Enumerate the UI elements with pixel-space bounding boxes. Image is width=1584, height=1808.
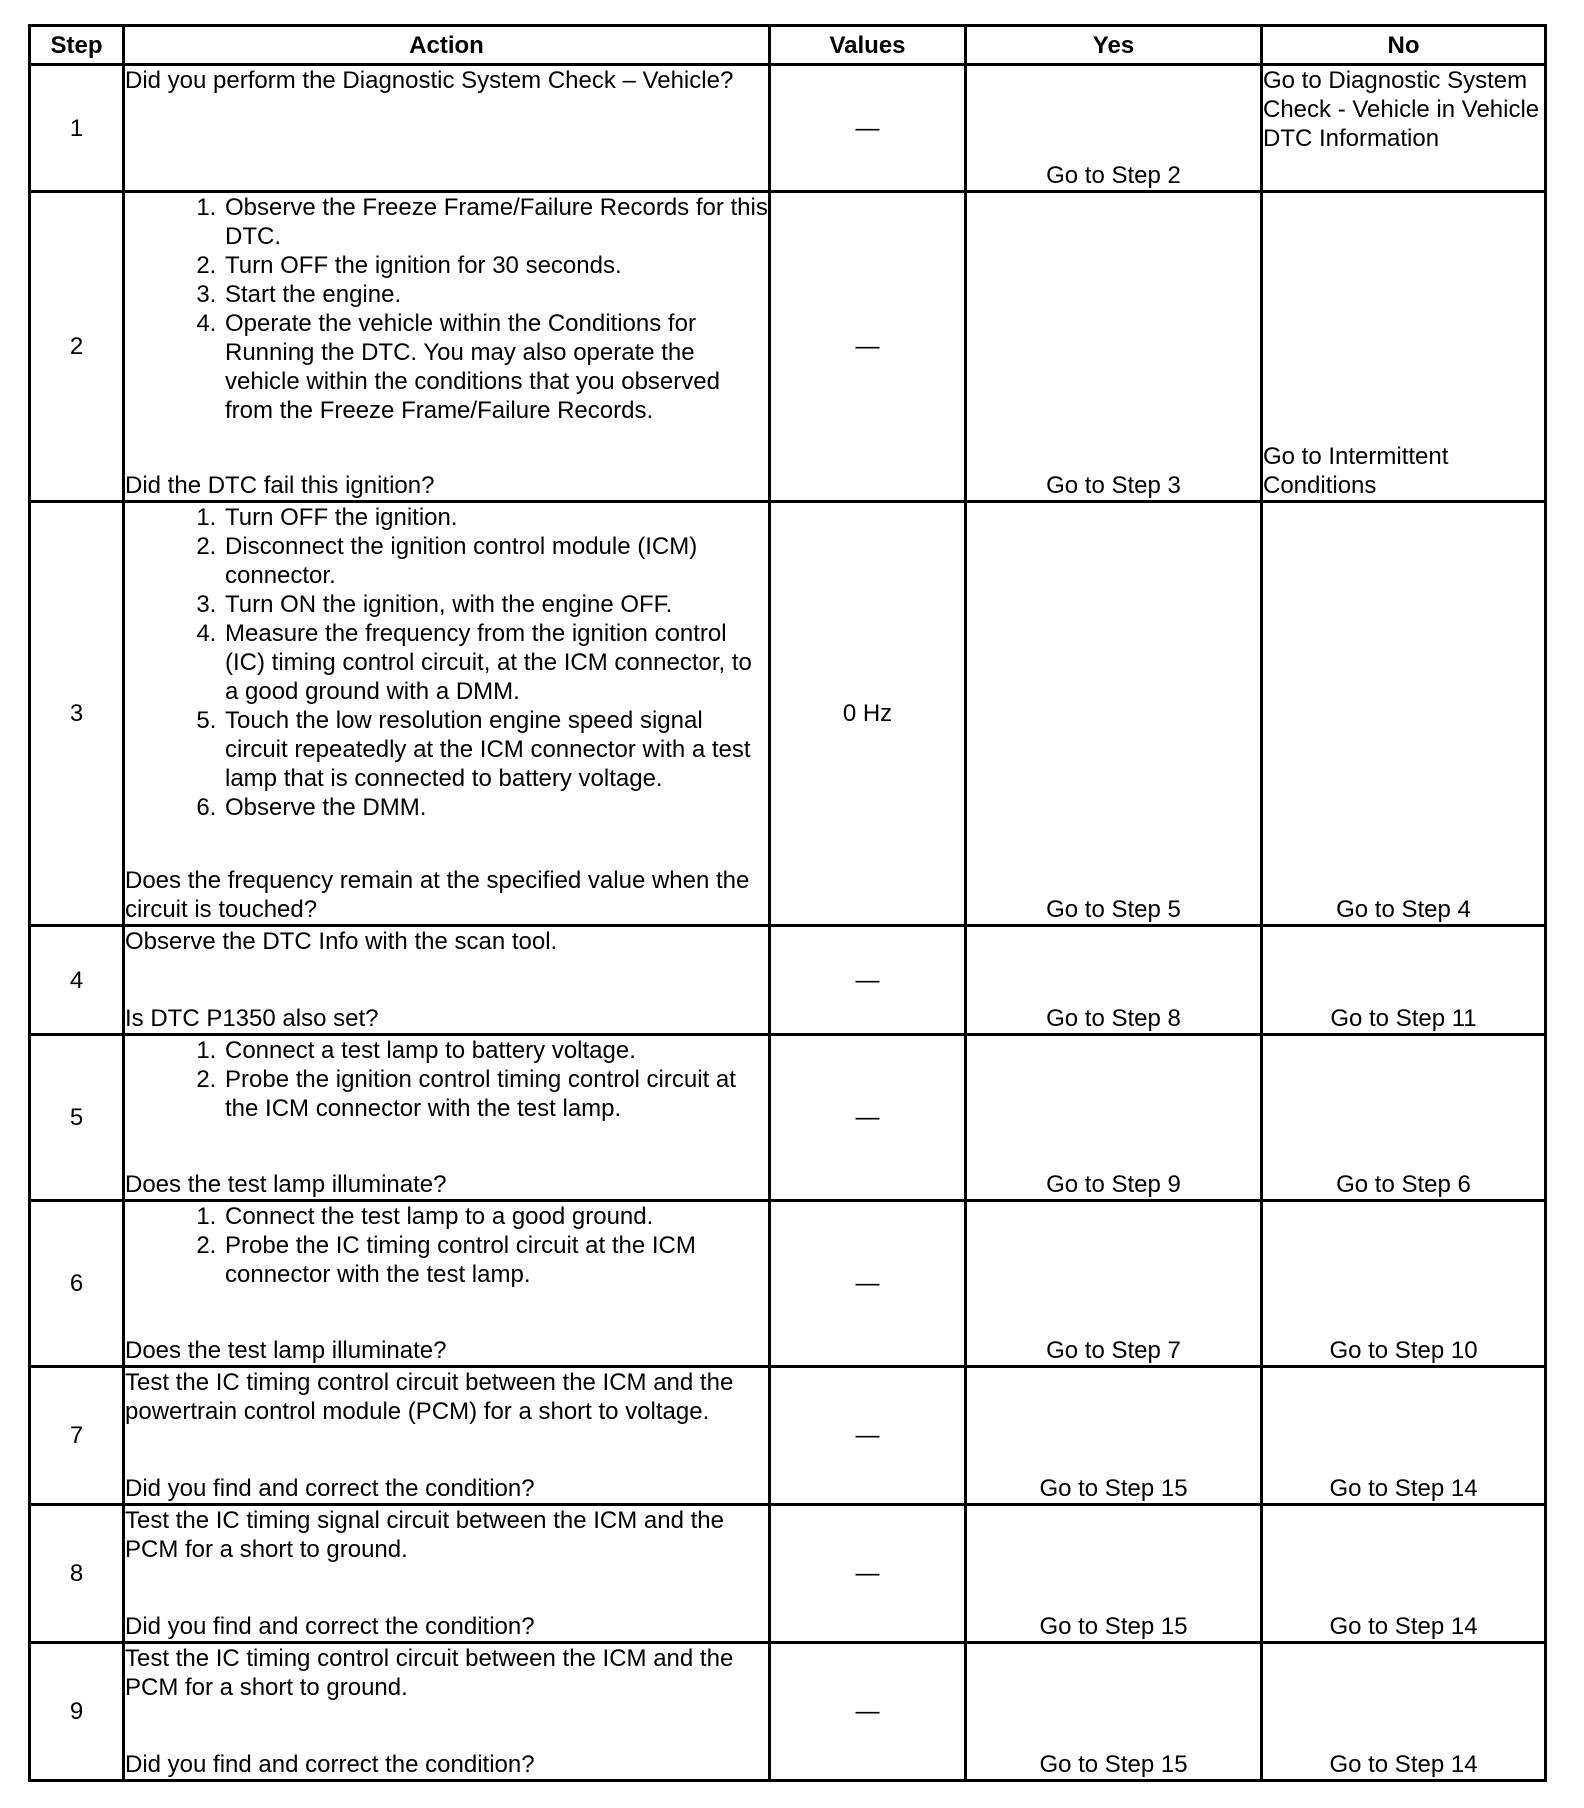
values-cell: —: [770, 1367, 966, 1505]
action-question: Did you find and correct the condition?: [125, 1751, 535, 1778]
action-step-item: 2. Turn OFF the ignition for 30 seconds.: [223, 251, 768, 280]
action-intro: Test the IC timing control circuit between the ICM and the powertrain control module (PCM) for a short to voltage.: [125, 1369, 734, 1425]
step-number: 9: [30, 1643, 124, 1781]
action-steps-list: [125, 503, 768, 822]
action-question: Did the DTC fail this ignition?: [125, 472, 435, 499]
values-cell: —: [770, 65, 966, 192]
action-step-item: 3. Turn ON the ignition, with the engine OFF.: [223, 590, 768, 619]
values-cell: 0 Hz: [770, 502, 966, 926]
header-action: Action: [124, 26, 770, 65]
step-number: 5: [30, 1035, 124, 1201]
table-row: [30, 1035, 1546, 1201]
action-cell: [124, 1035, 770, 1201]
action-intro: Test the IC timing control circuit between the ICM and the PCM for a short to ground.: [125, 1645, 734, 1701]
header-no: No: [1262, 26, 1546, 65]
no-cell: Go to Step 4: [1262, 502, 1546, 926]
action-intro: Observe the DTC Info with the scan tool.: [125, 928, 558, 955]
action-cell: [124, 926, 770, 1035]
action-step-item: 1. Connect a test lamp to battery voltage.: [223, 1036, 768, 1065]
action-question: Did you find and correct the condition?: [125, 1475, 535, 1502]
diagnostic-table: [28, 24, 1547, 1782]
action-cell: [124, 65, 770, 192]
action-steps-list: [125, 1202, 768, 1289]
values-cell: —: [770, 1643, 966, 1781]
action-step-item: 4. Measure the frequency from the ignition control (IC) timing control circuit, at the ICM connector, to a good ground with a DMM.: [223, 619, 768, 706]
action-step-item: 3. Start the engine.: [223, 280, 768, 309]
table-row: [30, 65, 1546, 192]
action-step-item: 2. Probe the IC timing control circuit at the ICM connector with the test lamp.: [223, 1231, 768, 1289]
header-yes: Yes: [966, 26, 1262, 65]
yes-cell: Go to Step 8: [966, 926, 1262, 1035]
step-number: 1: [30, 65, 124, 192]
action-step-item: 6. Observe the DMM.: [223, 793, 768, 822]
table-row: [30, 1201, 1546, 1367]
no-cell: Go to Step 6: [1262, 1035, 1546, 1201]
action-question: Does the test lamp illuminate?: [125, 1171, 447, 1198]
values-cell: —: [770, 926, 966, 1035]
table-row: [30, 1367, 1546, 1505]
action-question: Does the test lamp illuminate?: [125, 1337, 447, 1364]
no-cell: Go to Step 14: [1262, 1643, 1546, 1781]
yes-cell: Go to Step 15: [966, 1367, 1262, 1505]
step-number: 8: [30, 1505, 124, 1643]
action-step-item: 2. Disconnect the ignition control module (ICM) connector.: [223, 532, 768, 590]
step-number: 6: [30, 1201, 124, 1367]
no-cell: Go to Step 10: [1262, 1201, 1546, 1367]
action-cell: [124, 1505, 770, 1643]
yes-cell: Go to Step 15: [966, 1643, 1262, 1781]
no-cell: Go to Intermittent Conditions: [1262, 192, 1546, 502]
step-number: 4: [30, 926, 124, 1035]
no-cell: Go to Diagnostic System Check - Vehicle in Vehicle DTC Information: [1262, 65, 1546, 192]
yes-cell: Go to Step 5: [966, 502, 1262, 926]
no-cell: Go to Step 11: [1262, 926, 1546, 1035]
action-step-item: 4. Operate the vehicle within the Conditions for Running the DTC. You may also operate the vehicle within the conditions that you observed from the Freeze Frame/Failure Records.: [223, 309, 768, 425]
table-row: [30, 192, 1546, 502]
values-cell: —: [770, 1201, 966, 1367]
action-cell: [124, 1643, 770, 1781]
step-number: 7: [30, 1367, 124, 1505]
action-question: Is DTC P1350 also set?: [125, 1005, 379, 1032]
yes-cell: Go to Step 2: [966, 65, 1262, 192]
action-step-item: 5. Touch the low resolution engine speed signal circuit repeatedly at the ICM connector with a test lamp that is connected to battery voltage.: [223, 706, 768, 793]
action-step-item: 1. Connect the test lamp to a good ground.: [223, 1202, 768, 1231]
table-row: [30, 1505, 1546, 1643]
yes-cell: Go to Step 15: [966, 1505, 1262, 1643]
table-row: [30, 1643, 1546, 1781]
yes-cell: Go to Step 3: [966, 192, 1262, 502]
step-number: 2: [30, 192, 124, 502]
values-cell: —: [770, 1035, 966, 1201]
action-cell: [124, 502, 770, 926]
action-steps-list: [125, 1036, 768, 1123]
action-cell: [124, 1201, 770, 1367]
values-cell: —: [770, 1505, 966, 1643]
header-row: [30, 26, 1546, 65]
table-row: [30, 502, 1546, 926]
action-steps-list: [125, 193, 768, 425]
table-row: [30, 926, 1546, 1035]
yes-cell: Go to Step 9: [966, 1035, 1262, 1201]
action-step-item: 1. Observe the Freeze Frame/Failure Records for this DTC.: [223, 193, 768, 251]
action-question: Did you perform the Diagnostic System Check – Vehicle?: [125, 67, 734, 94]
action-question: Did you find and correct the condition?: [125, 1613, 535, 1640]
action-cell: [124, 1367, 770, 1505]
header-values: Values: [770, 26, 966, 65]
no-cell: Go to Step 14: [1262, 1505, 1546, 1643]
values-cell: —: [770, 192, 966, 502]
no-cell: Go to Step 14: [1262, 1367, 1546, 1505]
action-step-item: 2. Probe the ignition control timing control circuit at the ICM connector with the test lamp.: [223, 1065, 768, 1123]
action-intro: Test the IC timing signal circuit between the ICM and the PCM for a short to ground.: [125, 1507, 724, 1563]
header-step: Step: [30, 26, 124, 65]
yes-cell: Go to Step 7: [966, 1201, 1262, 1367]
step-number: 3: [30, 502, 124, 926]
action-cell: [124, 192, 770, 502]
action-step-item: 1. Turn OFF the ignition.: [223, 503, 768, 532]
action-question: Does the frequency remain at the specified value when the circuit is touched?: [125, 867, 750, 923]
